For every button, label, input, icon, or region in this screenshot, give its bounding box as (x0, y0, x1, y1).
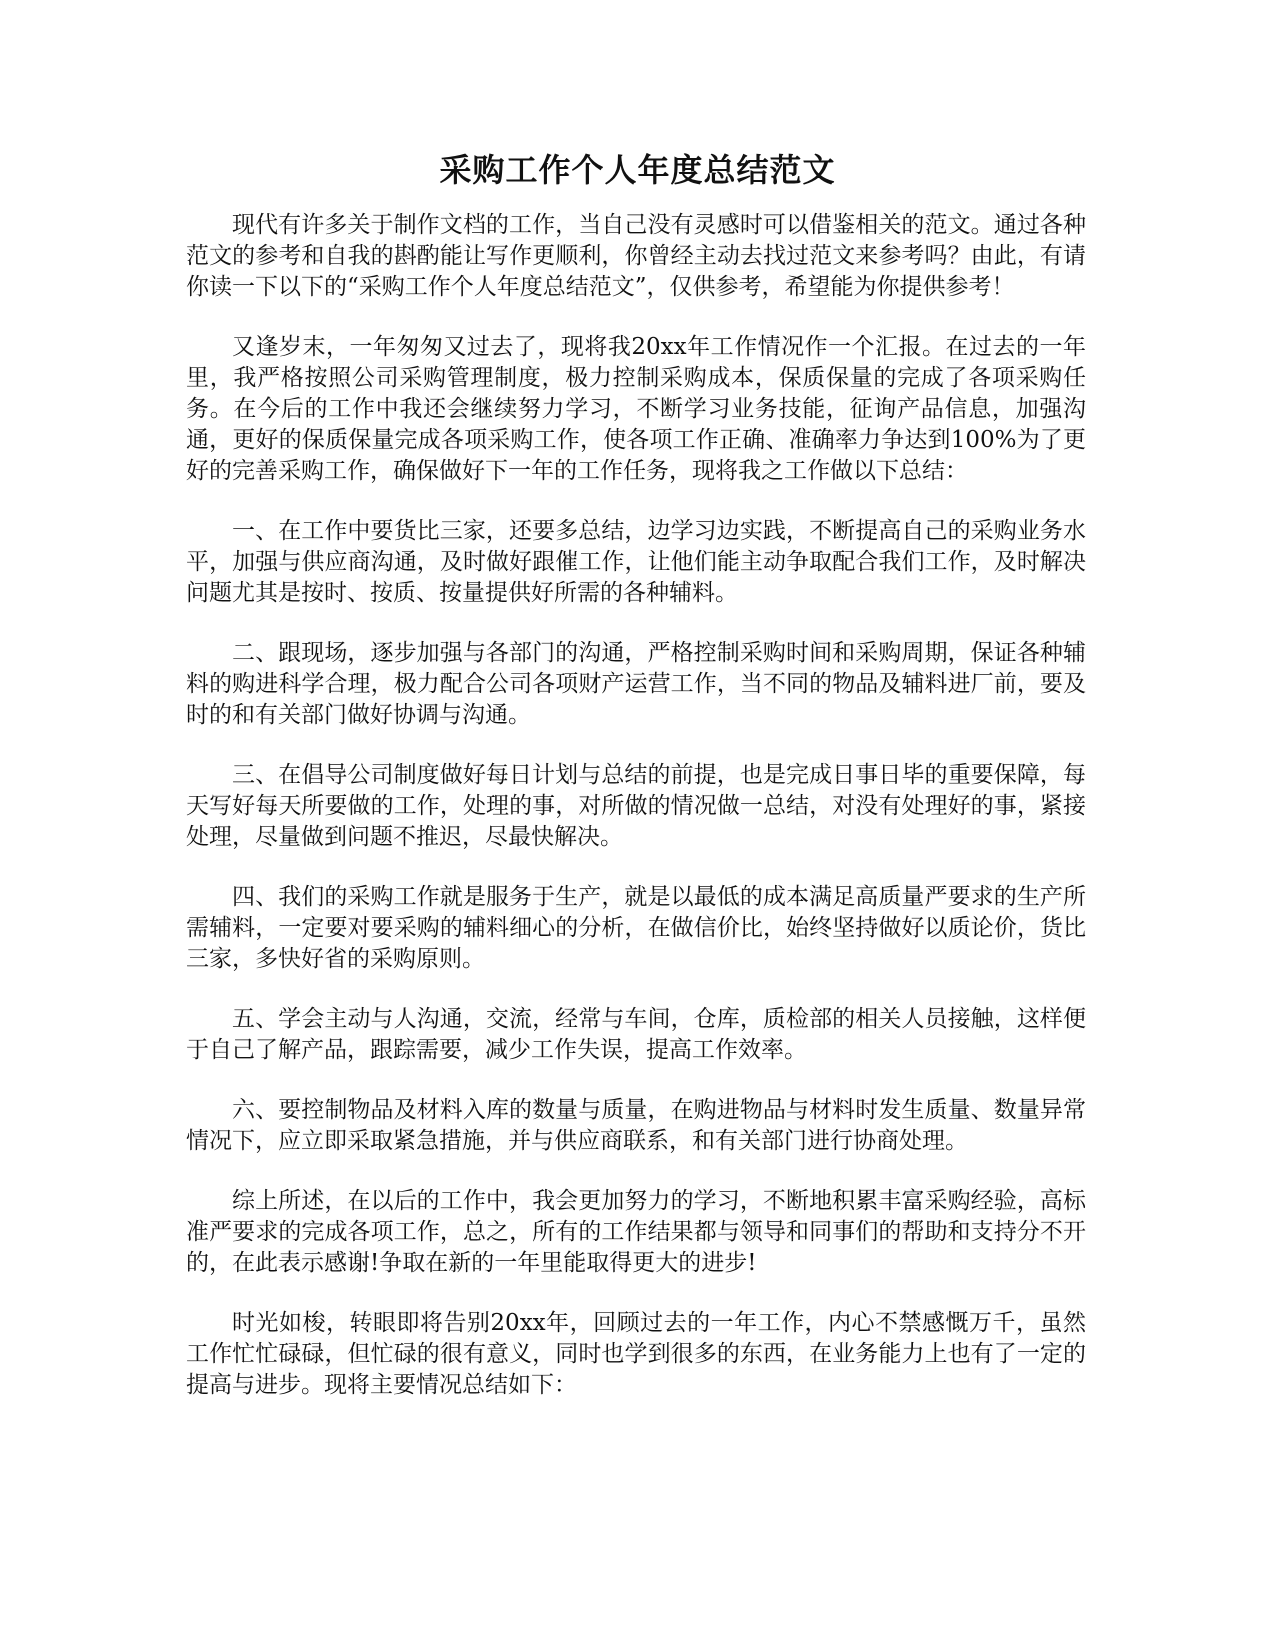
paragraph-point-1: 一、在工作中要货比三家，还要多总结，边学习边实践，不断提高自己的采购业务水平，加强与供应商沟通，及时做好跟催工作，让他们能主动争取配合我们工作，及时解决问题尤其是按时、按质、按量提供好所需的各种辅料。 (186, 518, 1086, 606)
paragraph-point-5: 五、学会主动与人沟通，交流，经常与车间，仓库，质检部的相关人员接触，这样便于自己了解产品，跟踪需要，减少工作失误，提高工作效率。 (186, 1006, 1086, 1063)
document-title: 采购工作个人年度总结范文 (439, 151, 836, 189)
paragraph-point-6: 六、要控制物品及材料入库的数量与质量，在购进物品与材料时发生质量、数量异常情况下，应立即采取紧急措施，并与供应商联系，和有关部门进行协商处理。 (186, 1097, 1086, 1154)
paragraph-point-4: 四、我们的采购工作就是服务于生产，就是以最低的成本满足高质量严要求的生产所需辅料，一定要对要采购的辅料细心的分析，在做信价比，始终坚持做好以质论价，货比三家，多快好省的采购原则。 (186, 884, 1086, 972)
paragraph-intro: 现代有许多关于制作文档的工作，当自己没有灵感时可以借鉴相关的范文。通过各种范文的参考和自我的斟酌能让写作更顺利，你曾经主动去找过范文来参考吗？由此，有请你读一下以下的“采购工作个人年度总结范文”，仅供参考，希望能为你提供参考！ (186, 212, 1086, 300)
paragraph-summary-opening: 又逢岁末，一年匆匆又过去了，现将我20xx年工作情况作一个汇报。在过去的一年里，我严格按照公司采购管理制度，极力控制采购成本，保质保量的完成了各项采购任务。在今后的工作中我还会继续努力学习，不断学习业务技能，征询产品信息，加强沟通，更好的保质保量完成各项采购工作，使各项工作正确、准确率力争达到100%为了更好的完善采购工作，确保做好下一年的工作任务，现将我之工作做以下总结： (186, 334, 1086, 484)
paragraph-new-section: 时光如梭，转眼即将告别20xx年，回顾过去的一年工作，内心不禁感慨万千，虽然工作忙忙碌碌，但忙碌的很有意义，同时也学到很多的东西，在业务能力上也有了一定的提高与进步。现将主要情况总结如下： (186, 1310, 1086, 1398)
paragraph-point-3: 三、在倡导公司制度做好每日计划与总结的前提，也是完成日事日毕的重要保障，每天写好每天所要做的工作，处理的事，对所做的情况做一总结，对没有处理好的事，紧接处理，尽量做到问题不推迟，尽最快解决。 (186, 762, 1086, 850)
document-body (186, 210, 1086, 1430)
paragraph-conclusion: 综上所述，在以后的工作中，我会更加努力的学习，不断地积累丰富采购经验，高标准严要求的完成各项工作，总之，所有的工作结果都与领导和同事们的帮助和支持分不开的，在此表示感谢!争取在新的一年里能取得更大的进步! (186, 1188, 1086, 1276)
paragraph-point-2: 二、跟现场，逐步加强与各部门的沟通，严格控制采购时间和采购周期，保证各种辅料的购进科学合理，极力配合公司各项财产运营工作，当不同的物品及辅料进厂前，要及时的和有关部门做好协调与沟通。 (186, 640, 1086, 728)
